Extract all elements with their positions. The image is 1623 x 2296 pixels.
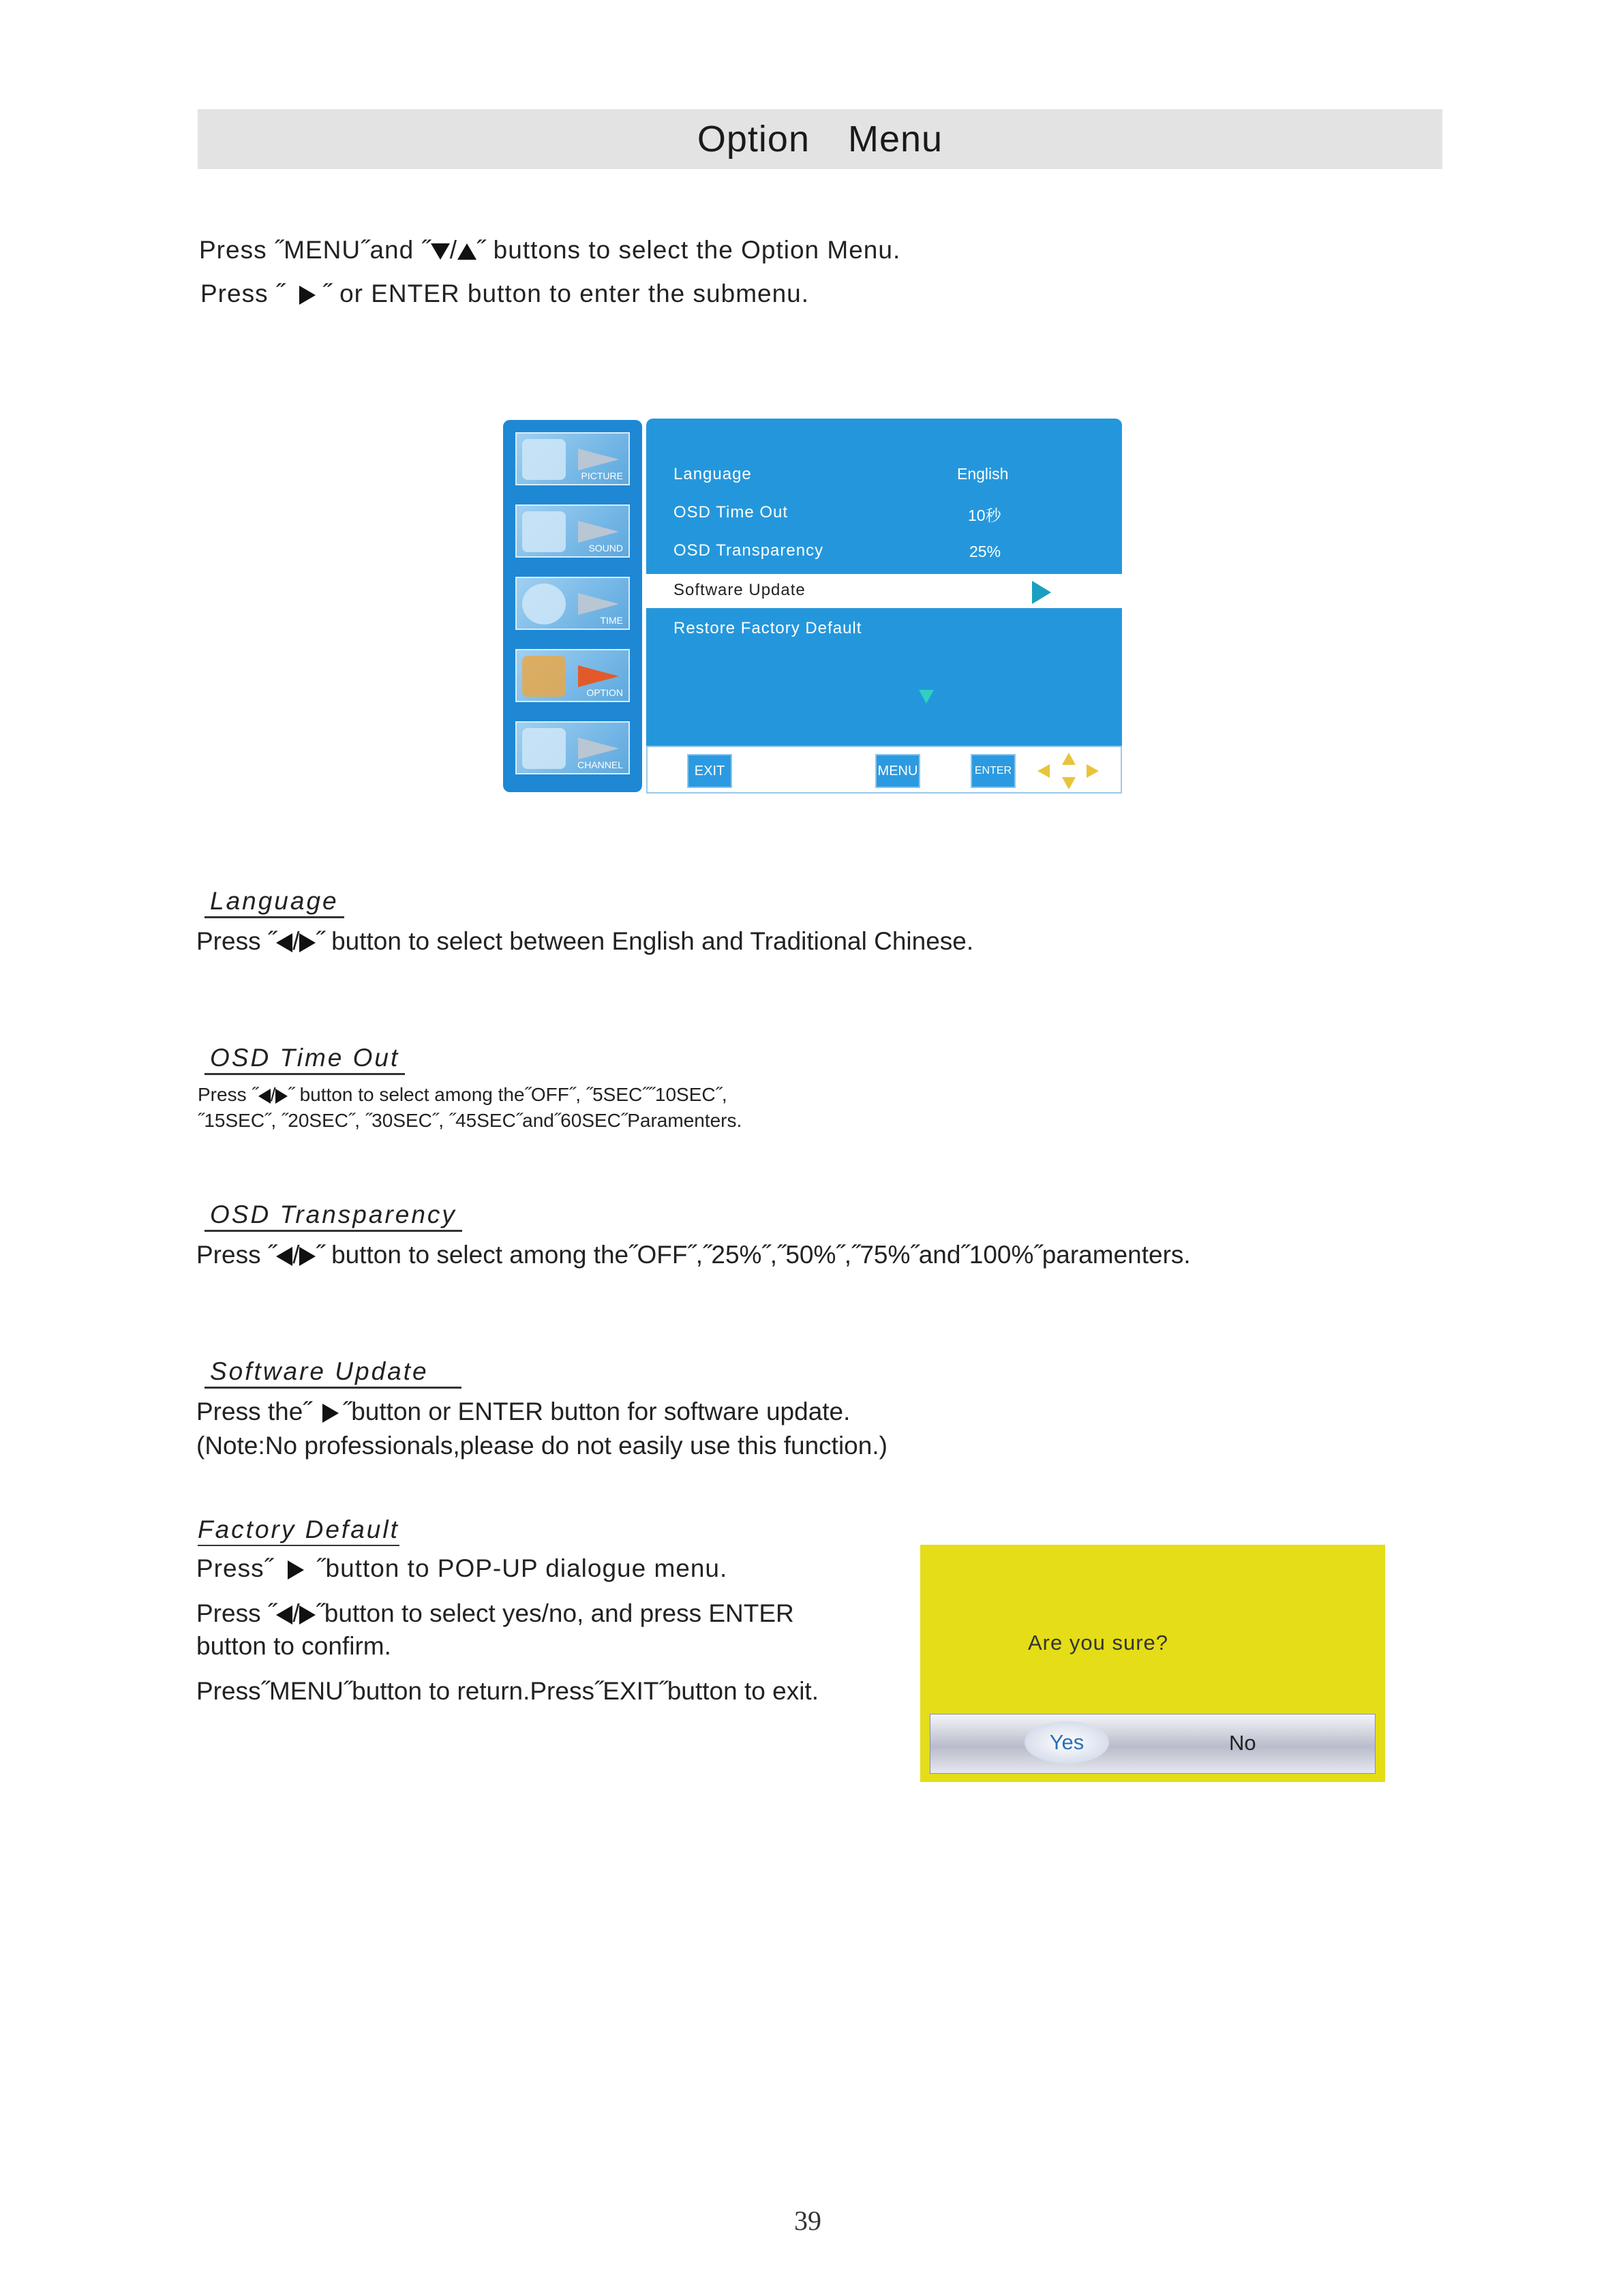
arrow-icon xyxy=(578,738,619,759)
section-title-osd-time-out: OSD Time Out xyxy=(204,1043,405,1075)
desc-text: ˝button to select yes/no, and press ENTER xyxy=(316,1599,794,1627)
desc-text: Press ˝ xyxy=(196,1241,277,1269)
factory-default-line-4: Press˝MENU˝button to return.Press˝EXIT˝button to exit. xyxy=(196,1677,819,1705)
desc-text: Press ˝ xyxy=(198,1084,258,1105)
right-arrow-icon xyxy=(275,1089,288,1104)
intro-line-1 xyxy=(199,236,900,265)
sidebar-item-option[interactable] xyxy=(515,649,630,702)
osd-row-language[interactable]: Language xyxy=(673,465,752,483)
right-arrow-icon xyxy=(299,1605,316,1625)
slash-text: / xyxy=(292,927,300,955)
desc-text: ˝ button to select among the˝OFF˝,˝25%˝,˝50%˝,˝75%˝and˝100%˝paramenters. xyxy=(316,1241,1191,1269)
desc-text: ˝button to POP-UP dialogue menu. xyxy=(316,1554,728,1582)
page-title xyxy=(198,109,1442,169)
sidebar-label: PICTURE xyxy=(581,470,623,481)
left-arrow-icon xyxy=(258,1089,271,1104)
osd-value-transparency: 25% xyxy=(969,543,1001,560)
osd-value-time-out: 10秒 xyxy=(968,507,1001,524)
arrow-icon xyxy=(578,665,619,687)
software-update-line-1 xyxy=(196,1398,850,1426)
sidebar-item-sound[interactable] xyxy=(515,504,630,558)
menu-button[interactable]: MENU xyxy=(875,754,920,788)
osd-transparency-description xyxy=(196,1241,1191,1269)
intro-text: ˝ or ENTER button to enter the submenu. xyxy=(322,280,810,307)
submenu-arrow-icon xyxy=(1032,581,1051,604)
right-arrow-icon xyxy=(299,286,316,305)
sidebar-label: CHANNEL xyxy=(577,759,623,770)
sidebar-item-channel[interactable] xyxy=(515,721,630,774)
sidebar-item-time[interactable] xyxy=(515,577,630,630)
osd-time-out-line-1 xyxy=(198,1084,727,1106)
language-description xyxy=(196,927,973,956)
arrow-icon xyxy=(578,521,619,543)
left-arrow-icon xyxy=(276,933,292,952)
intro-text: Press ˝ xyxy=(200,280,286,307)
title-word-option: Option xyxy=(697,119,810,160)
factory-default-line-3: button to confirm. xyxy=(196,1632,391,1660)
desc-text: ˝button or ENTER button for software update. xyxy=(342,1398,851,1425)
arrow-icon xyxy=(578,593,619,615)
desc-text: Press ˝ xyxy=(196,1599,277,1627)
factory-default-line-2 xyxy=(196,1599,794,1628)
osd-row-osd-transparency[interactable]: OSD Transparency xyxy=(673,541,824,560)
down-arrow-icon xyxy=(431,243,450,260)
left-arrow-icon xyxy=(276,1605,292,1625)
right-arrow-icon xyxy=(299,933,316,952)
clock-icon xyxy=(522,584,566,624)
osd-option-panel xyxy=(646,419,1122,794)
scroll-down-icon xyxy=(919,690,934,704)
arrow-icon xyxy=(578,449,619,470)
desc-text: Press ˝ xyxy=(196,927,277,955)
osd-row-software-update[interactable]: Software Update xyxy=(673,581,806,599)
software-update-note: (Note:No professionals,please do not easily use this function.) xyxy=(196,1432,888,1460)
navigation-pad-icon xyxy=(1037,753,1099,789)
section-title-language: Language xyxy=(204,886,344,918)
sidebar-label: SOUND xyxy=(588,543,623,554)
slash-text: / xyxy=(449,236,458,264)
section-title-osd-transparency: OSD Transparency xyxy=(204,1200,462,1232)
desc-text: Press the˝ xyxy=(196,1398,312,1425)
intro-line-2 xyxy=(200,280,809,308)
right-arrow-icon xyxy=(299,1247,316,1266)
title-word-menu: Menu xyxy=(848,119,943,160)
sidebar-label: TIME xyxy=(600,615,623,626)
satellite-icon xyxy=(522,728,566,769)
dialog-question: Are you sure? xyxy=(1028,1631,1168,1655)
right-arrow-icon xyxy=(288,1560,304,1580)
confirm-dialog xyxy=(920,1545,1385,1782)
osd-value-language: English xyxy=(957,465,1009,483)
enter-button[interactable]: ENTER xyxy=(971,754,1016,788)
osd-footer xyxy=(646,746,1122,794)
slash-text: / xyxy=(270,1084,276,1105)
osd-sidebar xyxy=(503,420,642,792)
desc-text: Press˝ xyxy=(196,1554,273,1582)
yes-button[interactable]: Yes xyxy=(1025,1721,1109,1764)
no-button[interactable]: No xyxy=(1229,1731,1256,1755)
slash-text: / xyxy=(292,1241,300,1269)
osd-row-restore-factory-default[interactable]: Restore Factory Default xyxy=(673,619,862,637)
section-title-factory-default: Factory Default xyxy=(198,1515,399,1546)
left-arrow-icon xyxy=(276,1247,292,1266)
section-title-software-update: Software Update xyxy=(204,1357,461,1389)
osd-row-osd-time-out[interactable]: OSD Time Out xyxy=(673,503,789,522)
slash-text: / xyxy=(292,1599,300,1627)
sidebar-item-picture[interactable] xyxy=(515,432,630,485)
desc-text: ˝ button to select among the˝OFF˝, ˝5SEC˝˝10SEC˝, xyxy=(288,1084,727,1105)
page-number: 39 xyxy=(794,2205,821,2236)
speaker-icon xyxy=(522,511,566,552)
intro-text: ˝ buttons to select the Option Menu. xyxy=(476,236,901,264)
factory-default-line-1 xyxy=(196,1554,727,1583)
gear-icon xyxy=(522,656,566,697)
desc-text: ˝ button to select between English and Traditional Chinese. xyxy=(316,927,974,955)
intro-text: Press ˝MENU˝and ˝ xyxy=(199,236,431,264)
right-arrow-icon xyxy=(322,1404,339,1423)
picture-icon xyxy=(522,439,566,480)
osd-time-out-line-2: ˝15SEC˝, ˝20SEC˝, ˝30SEC˝, ˝45SEC˝and˝60SEC˝Paramenters. xyxy=(198,1110,742,1131)
dialog-button-bar xyxy=(930,1714,1376,1774)
up-arrow-icon xyxy=(457,243,476,260)
sidebar-label: OPTION xyxy=(586,687,623,698)
exit-button[interactable]: EXIT xyxy=(687,754,732,788)
